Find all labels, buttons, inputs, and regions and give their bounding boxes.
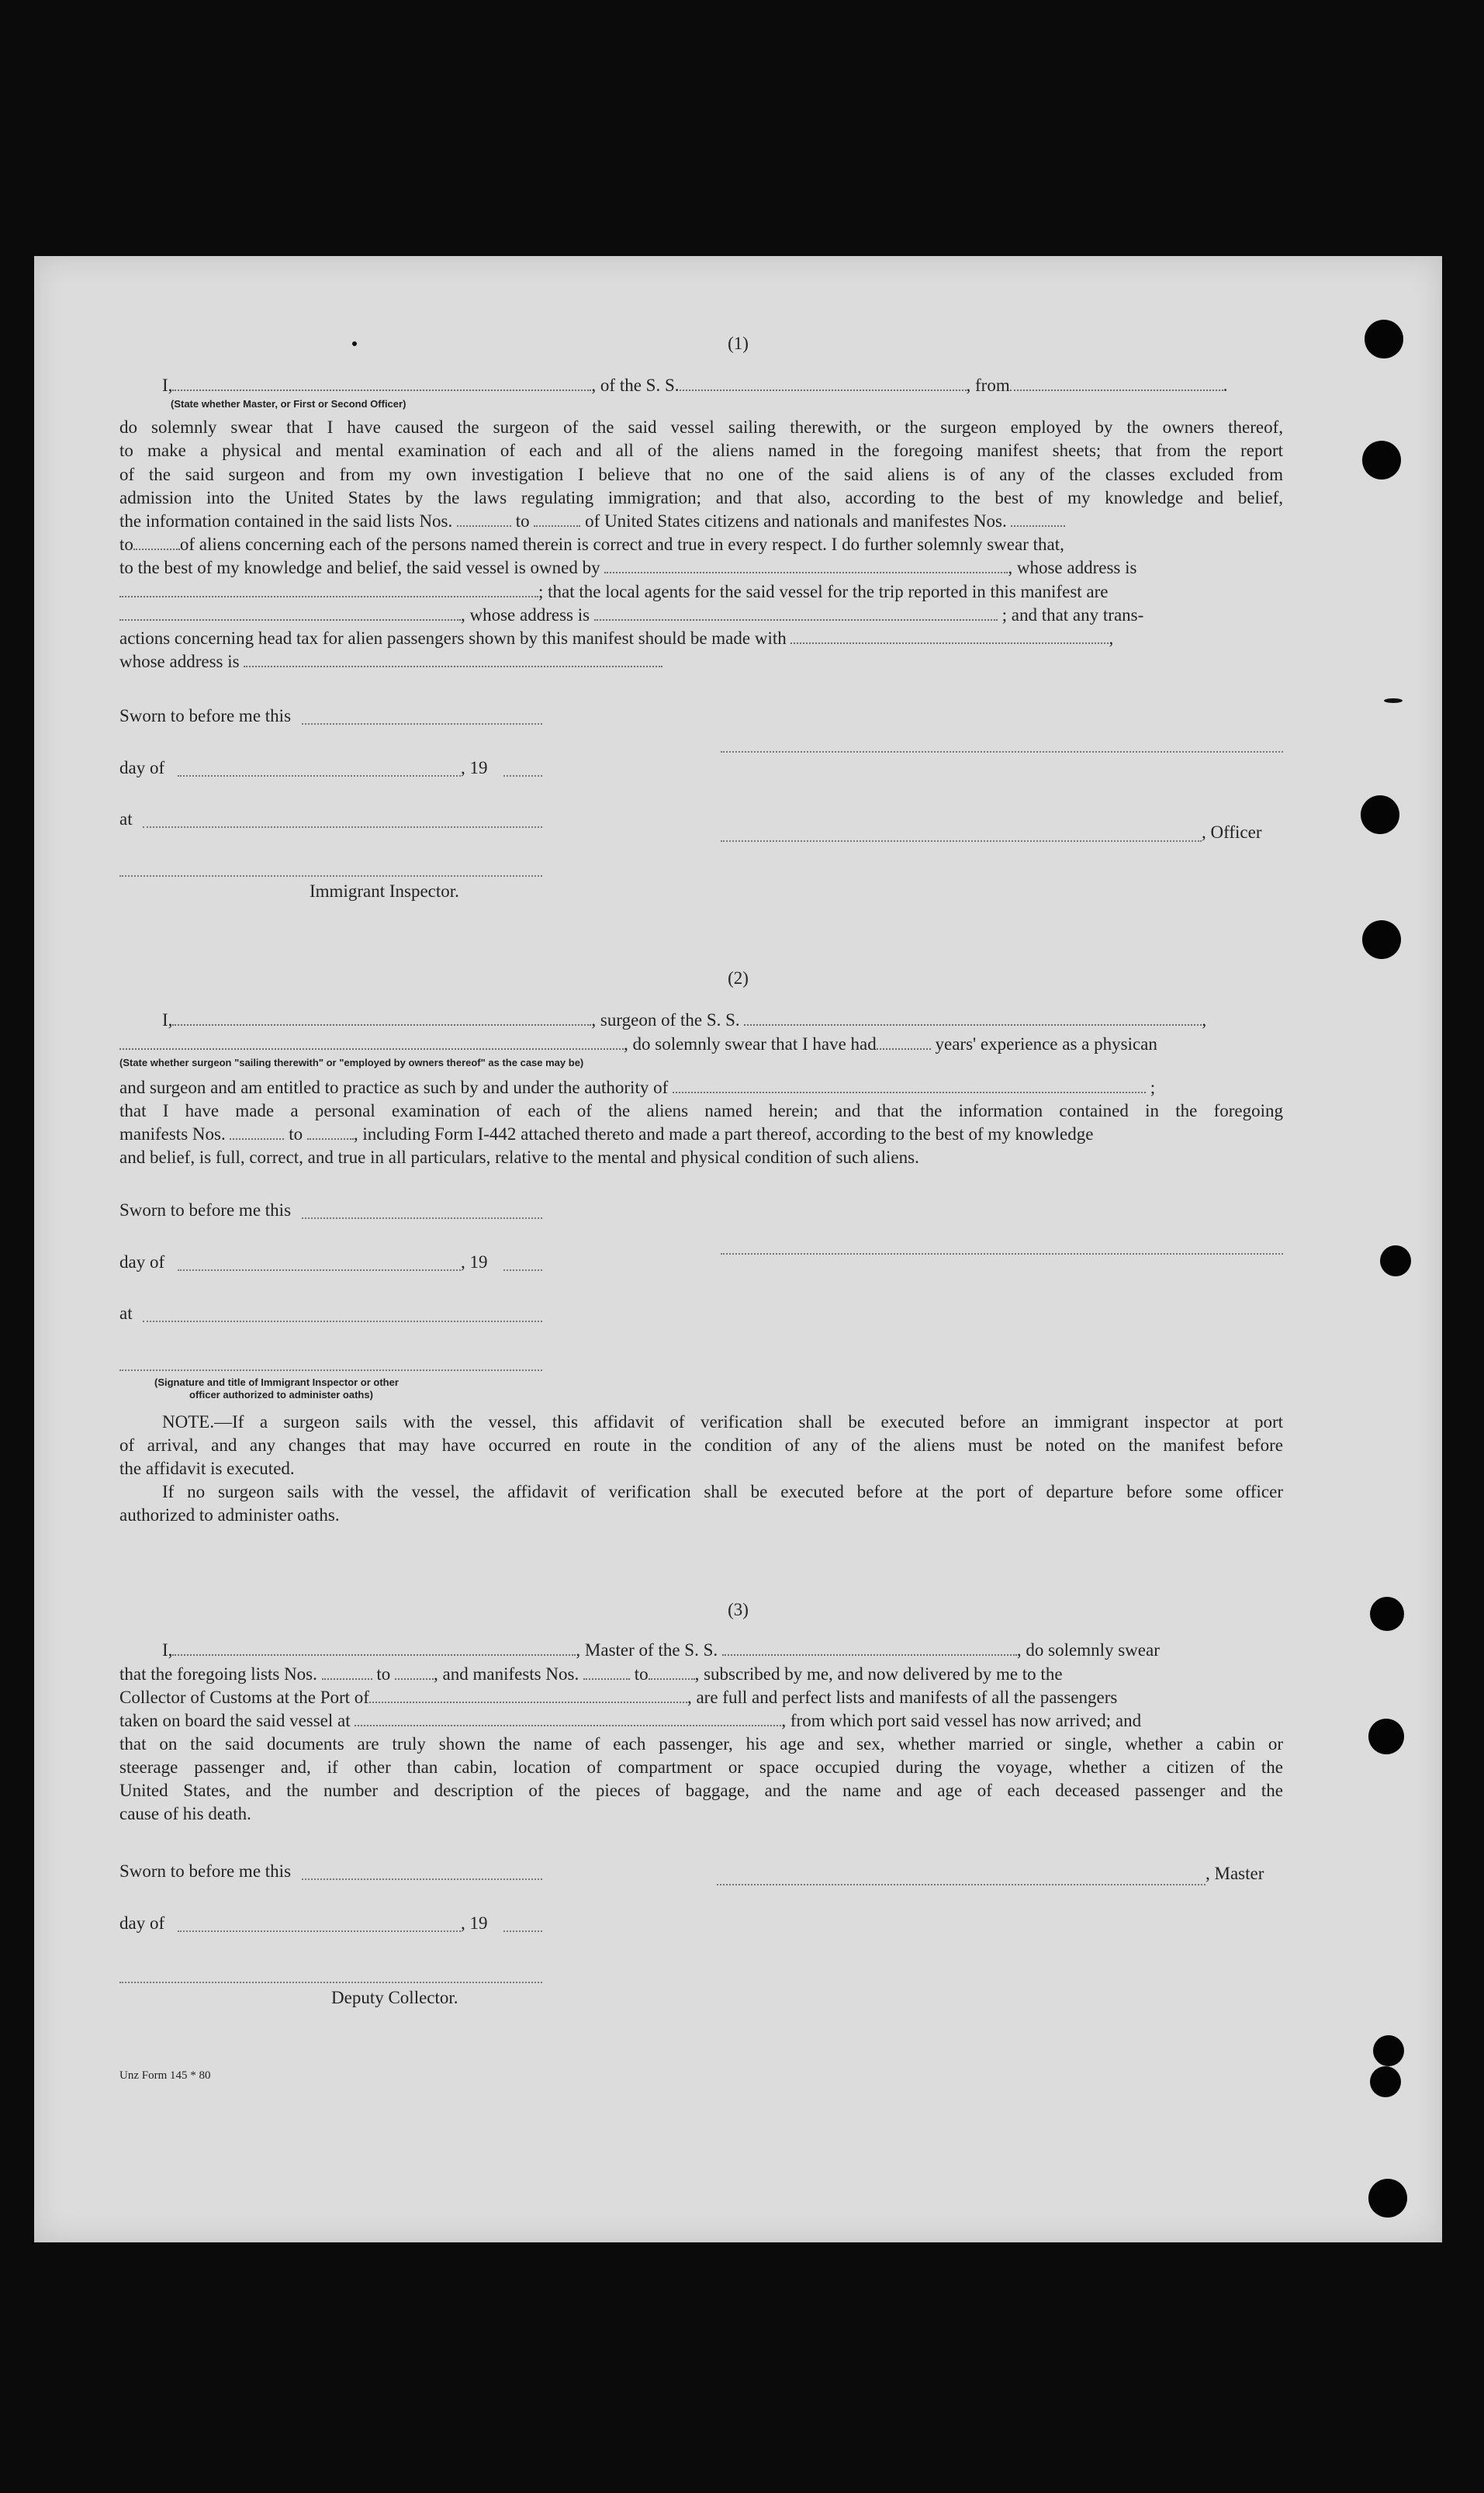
section-1-officer-label: , Officer	[1202, 822, 1262, 842]
section-1-day-line	[178, 774, 461, 777]
section-1-inspector-line	[119, 874, 542, 877]
section-1-officer-line	[721, 839, 1202, 842]
section-1-line-2: do solemnly swear that I have caused the surgeon of the said vessel sailing therewith, or the surgeon employed by the owners thereof,	[119, 417, 1283, 437]
section-3-line-8: cause of his death.	[119, 1804, 251, 1823]
section-3-sworn-date-line	[302, 1877, 542, 1880]
section-1-line-1: I, , of the S. S. , from .	[162, 376, 1228, 395]
section-2-note-line-4: If no surgeon sails with the vessel, the affidavit of verification shall be executed before at the port of departure before some officer	[162, 1482, 1283, 1501]
section-1-line-8: to the best of my knowledge and belief, the said vessel is owned by , whose address is	[119, 558, 1137, 577]
section-1-signature-line	[721, 750, 1283, 753]
section-2-note-line-3: the affidavit is executed.	[119, 1459, 295, 1478]
section-2-day-label: day of	[119, 1252, 165, 1272]
binder-hole-3	[1361, 795, 1399, 834]
section-2-line-6: and belief, is full, correct, and true in all particulars, relative to the mental and physical condition of such aliens.	[119, 1148, 919, 1167]
section-3-line-7: United States, and the number and description of the pieces of baggage, and the name and age of each deceased passenger and the	[119, 1781, 1283, 1800]
section-3-line-3: Collector of Customs at the Port of , are full and perfect lists and manifests of all the passengers	[119, 1688, 1118, 1707]
section-3-collector-line	[119, 1980, 542, 1983]
section-1-line-12: whose address is	[119, 650, 1283, 673]
section-2-year-line	[503, 1268, 542, 1271]
section-1-line-5: admission into the United States by the laws regulating immigration; and that also, according to the best of my knowledge and belief,	[119, 488, 1283, 507]
section-3-number: (3)	[728, 1600, 749, 1619]
section-3-day-line	[178, 1929, 461, 1932]
section-1-line-9: ; that the local agents for the said vessel for the trip reported in this manifest are	[119, 580, 1283, 604]
section-2-line-5: manifests Nos. to , including Form I-442 attached thereto and made a part thereof, according to the best of my knowledge	[119, 1124, 1094, 1144]
section-1-year-label: , 19	[461, 758, 488, 777]
section-3-line-2: that the foregoing lists Nos. to , and manifests Nos. to , subscribed by me, and now delivered by me to the	[119, 1664, 1063, 1684]
binder-hole-7	[1368, 1719, 1404, 1754]
manifest-affidavit-page	[34, 256, 1442, 2242]
section-1-line-6: the information contained in the said lists Nos. to of United States citizens and nationals and manifestes Nos.	[119, 510, 1283, 533]
section-1-at-line	[143, 825, 542, 828]
section-3-collector-label: Deputy Collector.	[331, 1988, 458, 2007]
section-3-line-1: I, , Master of the S. S. , do solemnly swear	[162, 1640, 1160, 1660]
section-1-sworn-date-line	[302, 722, 542, 725]
section-3-line-5: that on the said documents are truly shown the name of each passenger, his age and sex, whether married or single, whether a cabin or	[119, 1734, 1283, 1754]
section-1-officer-note: (State whether Master, or First or Second Officer)	[171, 398, 406, 410]
section-2-note-line-1: NOTE.—If a surgeon sails with the vessel, this affidavit of verification shall be executed before an immigrant inspector at port	[162, 1412, 1283, 1432]
section-2-line-2: , do solemnly swear that I have had years' experience as a physican	[119, 1033, 1283, 1056]
section-3-master-line	[717, 1882, 1206, 1885]
section-3-day-label: day of	[119, 1913, 165, 1933]
section-2-surgeon-note: (State whether surgeon "sailing therewith" or "employed by owners thereof" as the case may be)	[119, 1057, 584, 1068]
section-2-sworn-date-line	[302, 1216, 542, 1219]
section-3-line-6: steerage passenger and, if other than cabin, location of compartment or space occupied during the voyage, whether a citizen of the	[119, 1757, 1283, 1777]
section-1-inspector-label: Immigrant Inspector.	[310, 881, 459, 901]
section-2-line-1: I, , surgeon of the S. S. ,	[162, 1010, 1207, 1030]
section-2-number: (2)	[728, 968, 749, 988]
section-1-at-label: at	[119, 809, 133, 829]
ink-speck	[1384, 698, 1403, 703]
binder-hole-2	[1362, 441, 1401, 480]
section-2-inspector-line	[119, 1368, 542, 1371]
section-2-note-line-2: of arrival, and any changes that may have occurred en route in the condition of any of the aliens must be noted on the manifest before	[119, 1435, 1283, 1455]
section-2-signature-line	[721, 1252, 1283, 1255]
section-1-line-7: to of aliens concerning each of the persons named therein is correct and true in every respect. I do further solemnly swear that,	[119, 535, 1064, 554]
section-1-sworn-label: Sworn to before me this	[119, 706, 292, 725]
section-2-signature-note-2: officer authorized to administer oaths)	[189, 1389, 373, 1401]
binder-hole-10	[1368, 2179, 1407, 2218]
form-number: Unz Form 145 * 80	[119, 2069, 211, 2082]
binder-hole-4	[1362, 920, 1401, 959]
section-1-line-11: actions concerning head tax for alien passengers shown by this manifest should be made with ,	[119, 628, 1114, 648]
section-1-year-line	[503, 774, 542, 777]
binder-hole-9	[1370, 2066, 1401, 2097]
section-3-line-4: taken on board the said vessel at , from which port said vessel has now arrived; and	[119, 1711, 1142, 1730]
section-1-line-3: to make a physical and mental examination of each and all of the aliens named in the foregoing manifest sheets; that from the report	[119, 441, 1283, 460]
section-2-signature-note-1: (Signature and title of Immigrant Inspector or other	[154, 1376, 399, 1388]
section-2-note-line-5: authorized to administer oaths.	[119, 1505, 340, 1525]
binder-hole-5	[1380, 1245, 1411, 1276]
binder-hole-8	[1373, 2035, 1404, 2066]
section-2-line-3: and surgeon and am entitled to practice as such by and under the authority of ;	[119, 1078, 1156, 1097]
section-3-year-line	[503, 1929, 542, 1932]
section-3-sworn-label: Sworn to before me this	[119, 1861, 292, 1881]
section-2-at-label: at	[119, 1304, 133, 1323]
section-3-year-label: , 19	[461, 1913, 488, 1933]
section-1-line-4: of the said surgeon and from my own investigation I believe that no one of the said aliens is of any of the classes excluded from	[119, 465, 1283, 484]
section-2-line-4: that I have made a personal examination of each of the aliens named herein; and that the information contained in the foregoing	[119, 1101, 1283, 1120]
section-2-at-line	[143, 1319, 542, 1322]
section-3-master-label: , Master	[1206, 1864, 1264, 1883]
section-1-day-label: day of	[119, 758, 165, 777]
section-1-number: (1)	[728, 334, 749, 353]
section-2-sworn-label: Sworn to before me this	[119, 1200, 292, 1220]
section-2-year-label: , 19	[461, 1252, 488, 1272]
section-1-line-10: , whose address is ; and that any trans-	[119, 604, 1283, 627]
section-2-day-line	[178, 1268, 461, 1271]
